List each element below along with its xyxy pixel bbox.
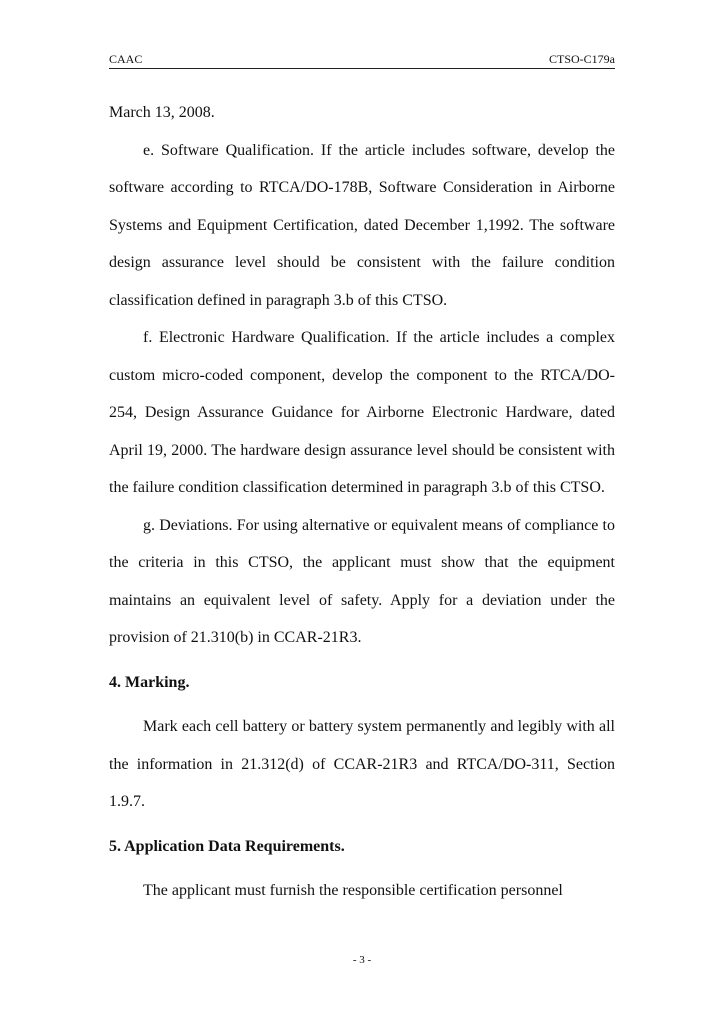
paragraph-deviations: g. Deviations. For using alternative or equivalent means of compliance to the criteria in this CTSO, the applicant must show that the equipment maintains an equivalent level of safety. Apply for a deviation under the provision of 21.310(b) in CCAR-21R3.	[109, 516, 615, 646]
section-heading-marking: 4. Marking.	[109, 673, 190, 691]
page-header	[109, 52, 615, 69]
page-number: - 3 -	[352, 954, 372, 966]
paragraph-application-data: The applicant must furnish the responsible certification personnel	[143, 882, 563, 899]
paragraph-hardware-qualification: f. Electronic Hardware Qualification. If the article includes a complex custom micro-coded component, develop the component to the RTCA/DO-254, Design Assurance Guidance for Airborne Electronic Hardware, dated April 19, 2000. The hardware design assurance level should be consistent with the failure condition classification determined in paragraph 3.b of this CTSO.	[109, 329, 615, 496]
paragraph-date-continuation: March 13, 2008.	[109, 104, 215, 121]
header-org: CAAC	[109, 52, 143, 66]
header-doc-id: CTSO-C179a	[549, 52, 615, 66]
paragraph-marking: Mark each cell battery or battery system permanently and legibly with all the information in 21.312(d) of CCAR-21R3 and RTCA/DO-311, Section 1.9.7.	[109, 718, 615, 810]
section-heading-application-data: 5. Application Data Requirements.	[109, 837, 345, 855]
paragraph-software-qualification: e. Software Qualification. If the article includes software, develop the software according to RTCA/DO-178B, Software Consideration in Airborne Systems and Equipment Certification, dated December 1,1992. The software design assurance level should be consistent with the failure condition classification defined in paragraph 3.b of this CTSO.	[109, 141, 615, 309]
document-body	[109, 94, 615, 910]
